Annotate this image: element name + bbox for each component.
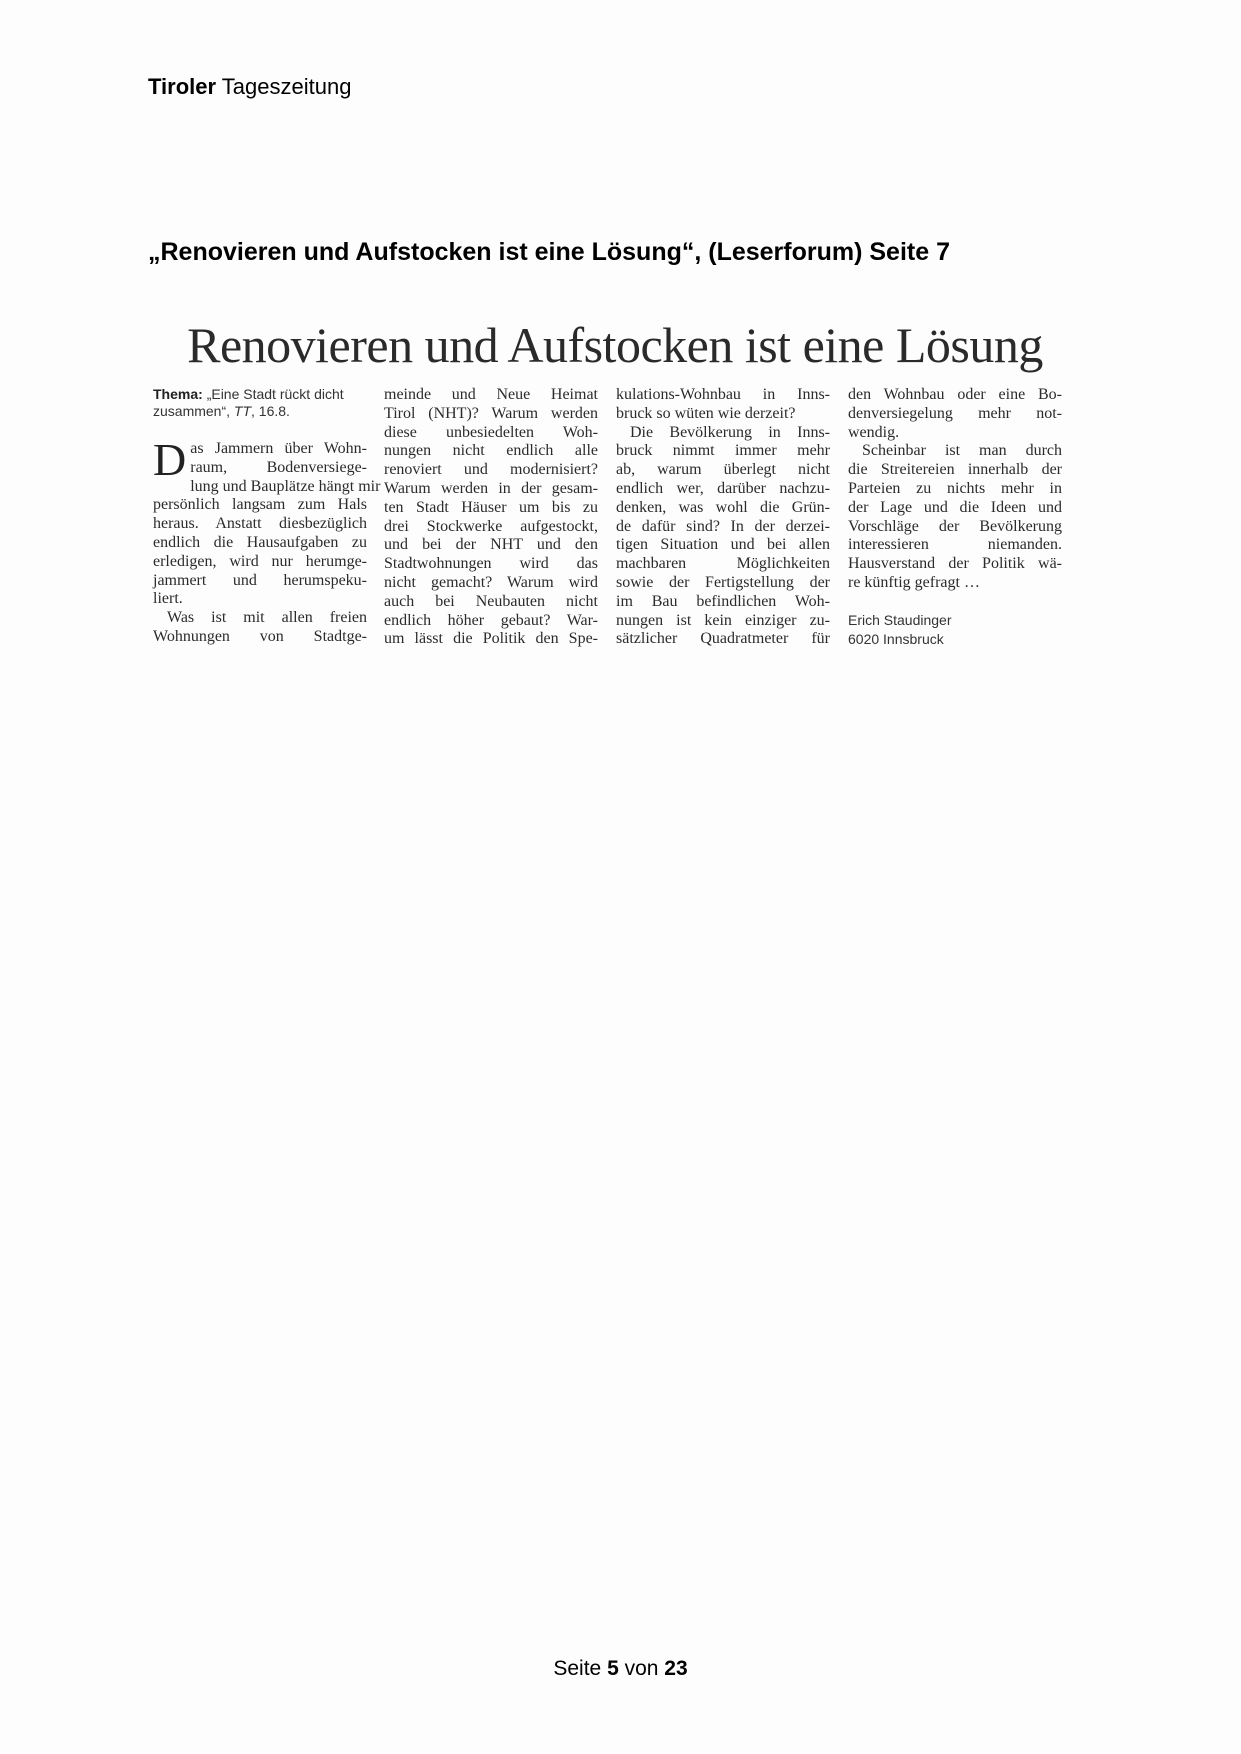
text-line: de dafür sind? In der derzei- xyxy=(616,517,830,535)
author-signature xyxy=(848,611,1062,649)
publication-name xyxy=(148,74,351,100)
text-line: sätzlicher Quadratmeter für xyxy=(616,630,830,648)
article-column-4 xyxy=(848,386,1062,649)
text-line: Stadtwohnungen wird das xyxy=(384,555,598,573)
text-line: nicht gemacht? Warum wird xyxy=(384,573,598,591)
page-prefix: Seite xyxy=(553,1657,602,1680)
brand-bold: Tiroler xyxy=(148,74,217,99)
text-line: Vorschläge der Bevölkerung xyxy=(848,517,1062,535)
text-line: Die Bevölkerung in Inns- xyxy=(630,423,830,441)
text-line: meinde und Neue Heimat xyxy=(384,386,598,403)
article-column-3 xyxy=(616,386,830,649)
text-line: tigen Situation und bei allen xyxy=(616,536,830,554)
text-line: um lässt die Politik den Spe- xyxy=(384,630,598,648)
text-line: drei Stockwerke aufgestockt, xyxy=(384,517,598,535)
text-line: lung und Bauplätze hängt mir xyxy=(190,477,381,495)
text-line: persönlich langsam zum Hals xyxy=(153,496,367,514)
text-line: den Wohnbau oder eine Bo- xyxy=(848,386,1062,403)
text-line: denversiegelung mehr not- xyxy=(848,404,1062,422)
text-line: renoviert und modernisiert? xyxy=(384,461,598,479)
text-line: re künftig gefragt … xyxy=(848,573,980,591)
text-line: sowie der Fertigstellung der xyxy=(616,573,830,591)
text-line: Tirol (NHT)? Warum werden xyxy=(384,404,598,422)
text-line: kulations-Wohnbau in Inns- xyxy=(616,386,830,403)
text-line: im Bau befindlichen Woh- xyxy=(616,592,830,610)
text-line: und bei der NHT und den xyxy=(384,536,598,554)
brand-rest: Tageszeitung xyxy=(221,74,352,99)
text-line: endlich höher gebaut? War- xyxy=(384,611,598,629)
page-mid: von xyxy=(624,1657,659,1680)
text-line: Was ist mit allen freien xyxy=(167,609,367,627)
text-line: machbaren Möglichkeiten xyxy=(616,555,830,573)
total-pages: 23 xyxy=(664,1657,688,1680)
author-name: Erich Staudinger xyxy=(848,611,952,628)
text-line: raum, Bodenversiege- xyxy=(190,458,367,476)
article-column-2 xyxy=(384,386,598,649)
text-line: jammert und herumspeku- xyxy=(153,571,367,589)
text-line: erledigen, wird nur herumge- xyxy=(153,552,367,570)
text-line: auch bei Neubauten nicht xyxy=(384,592,598,610)
text-line: endlich die Hausaufgaben zu xyxy=(153,533,367,551)
text-line: as Jammern über Wohn- xyxy=(190,440,367,457)
text-line: ten Stadt Häuser um bis zu xyxy=(384,498,598,516)
text-line: bruck nimmt immer mehr xyxy=(616,442,830,460)
text-line: heraus. Anstatt diesbezüglich xyxy=(153,515,367,533)
text-line: nungen ist kein einziger zu- xyxy=(616,611,830,629)
clipping-headline: „Renovieren und Aufstocken ist eine Lösung“, (Leserforum) Seite 7 xyxy=(148,238,950,266)
text-line: denken, was wohl die Grün- xyxy=(616,498,830,516)
page-number xyxy=(0,1657,1241,1681)
drop-cap: D xyxy=(153,434,187,485)
thema-reference xyxy=(153,386,367,420)
text-line: der Lage und die Ideen und xyxy=(848,498,1062,516)
text-line: liert. xyxy=(153,590,183,608)
text-line: ab, warum überlegt nicht xyxy=(616,461,830,479)
thema-text: „Eine Stadt rückt dicht zusammen“, xyxy=(153,386,344,419)
text-line: Warum werden in der gesam- xyxy=(384,479,598,497)
text-line: Wohnungen von Stadtge- xyxy=(153,627,367,645)
thema-date: , 16.8. xyxy=(251,403,290,419)
text-line: Scheinbar ist man durch xyxy=(862,442,1062,460)
text-line: diese unbesiedelten Woh- xyxy=(384,423,598,441)
text-line: endlich wer, darüber nachzu- xyxy=(616,479,830,497)
author-location: 6020 Innsbruck xyxy=(848,630,944,647)
text-line: interessieren niemanden. xyxy=(848,536,1062,554)
text-line: bruck so wüten wie derzeit? xyxy=(616,404,796,422)
thema-label: Thema: xyxy=(153,386,203,402)
text-line: Parteien zu nichts mehr in xyxy=(848,479,1062,497)
thema-source: TT xyxy=(233,403,252,419)
text-line: die Streitereien innerhalb der xyxy=(848,461,1062,479)
current-page: 5 xyxy=(607,1657,619,1680)
text-line: Hausverstand der Politik wä- xyxy=(848,555,1062,573)
article-column-1 xyxy=(153,386,381,647)
text-line: nungen nicht endlich alle xyxy=(384,442,598,460)
text-line: wendig. xyxy=(848,423,900,441)
article-title: Renovieren und Aufstocken ist eine Lösung xyxy=(187,317,1043,373)
